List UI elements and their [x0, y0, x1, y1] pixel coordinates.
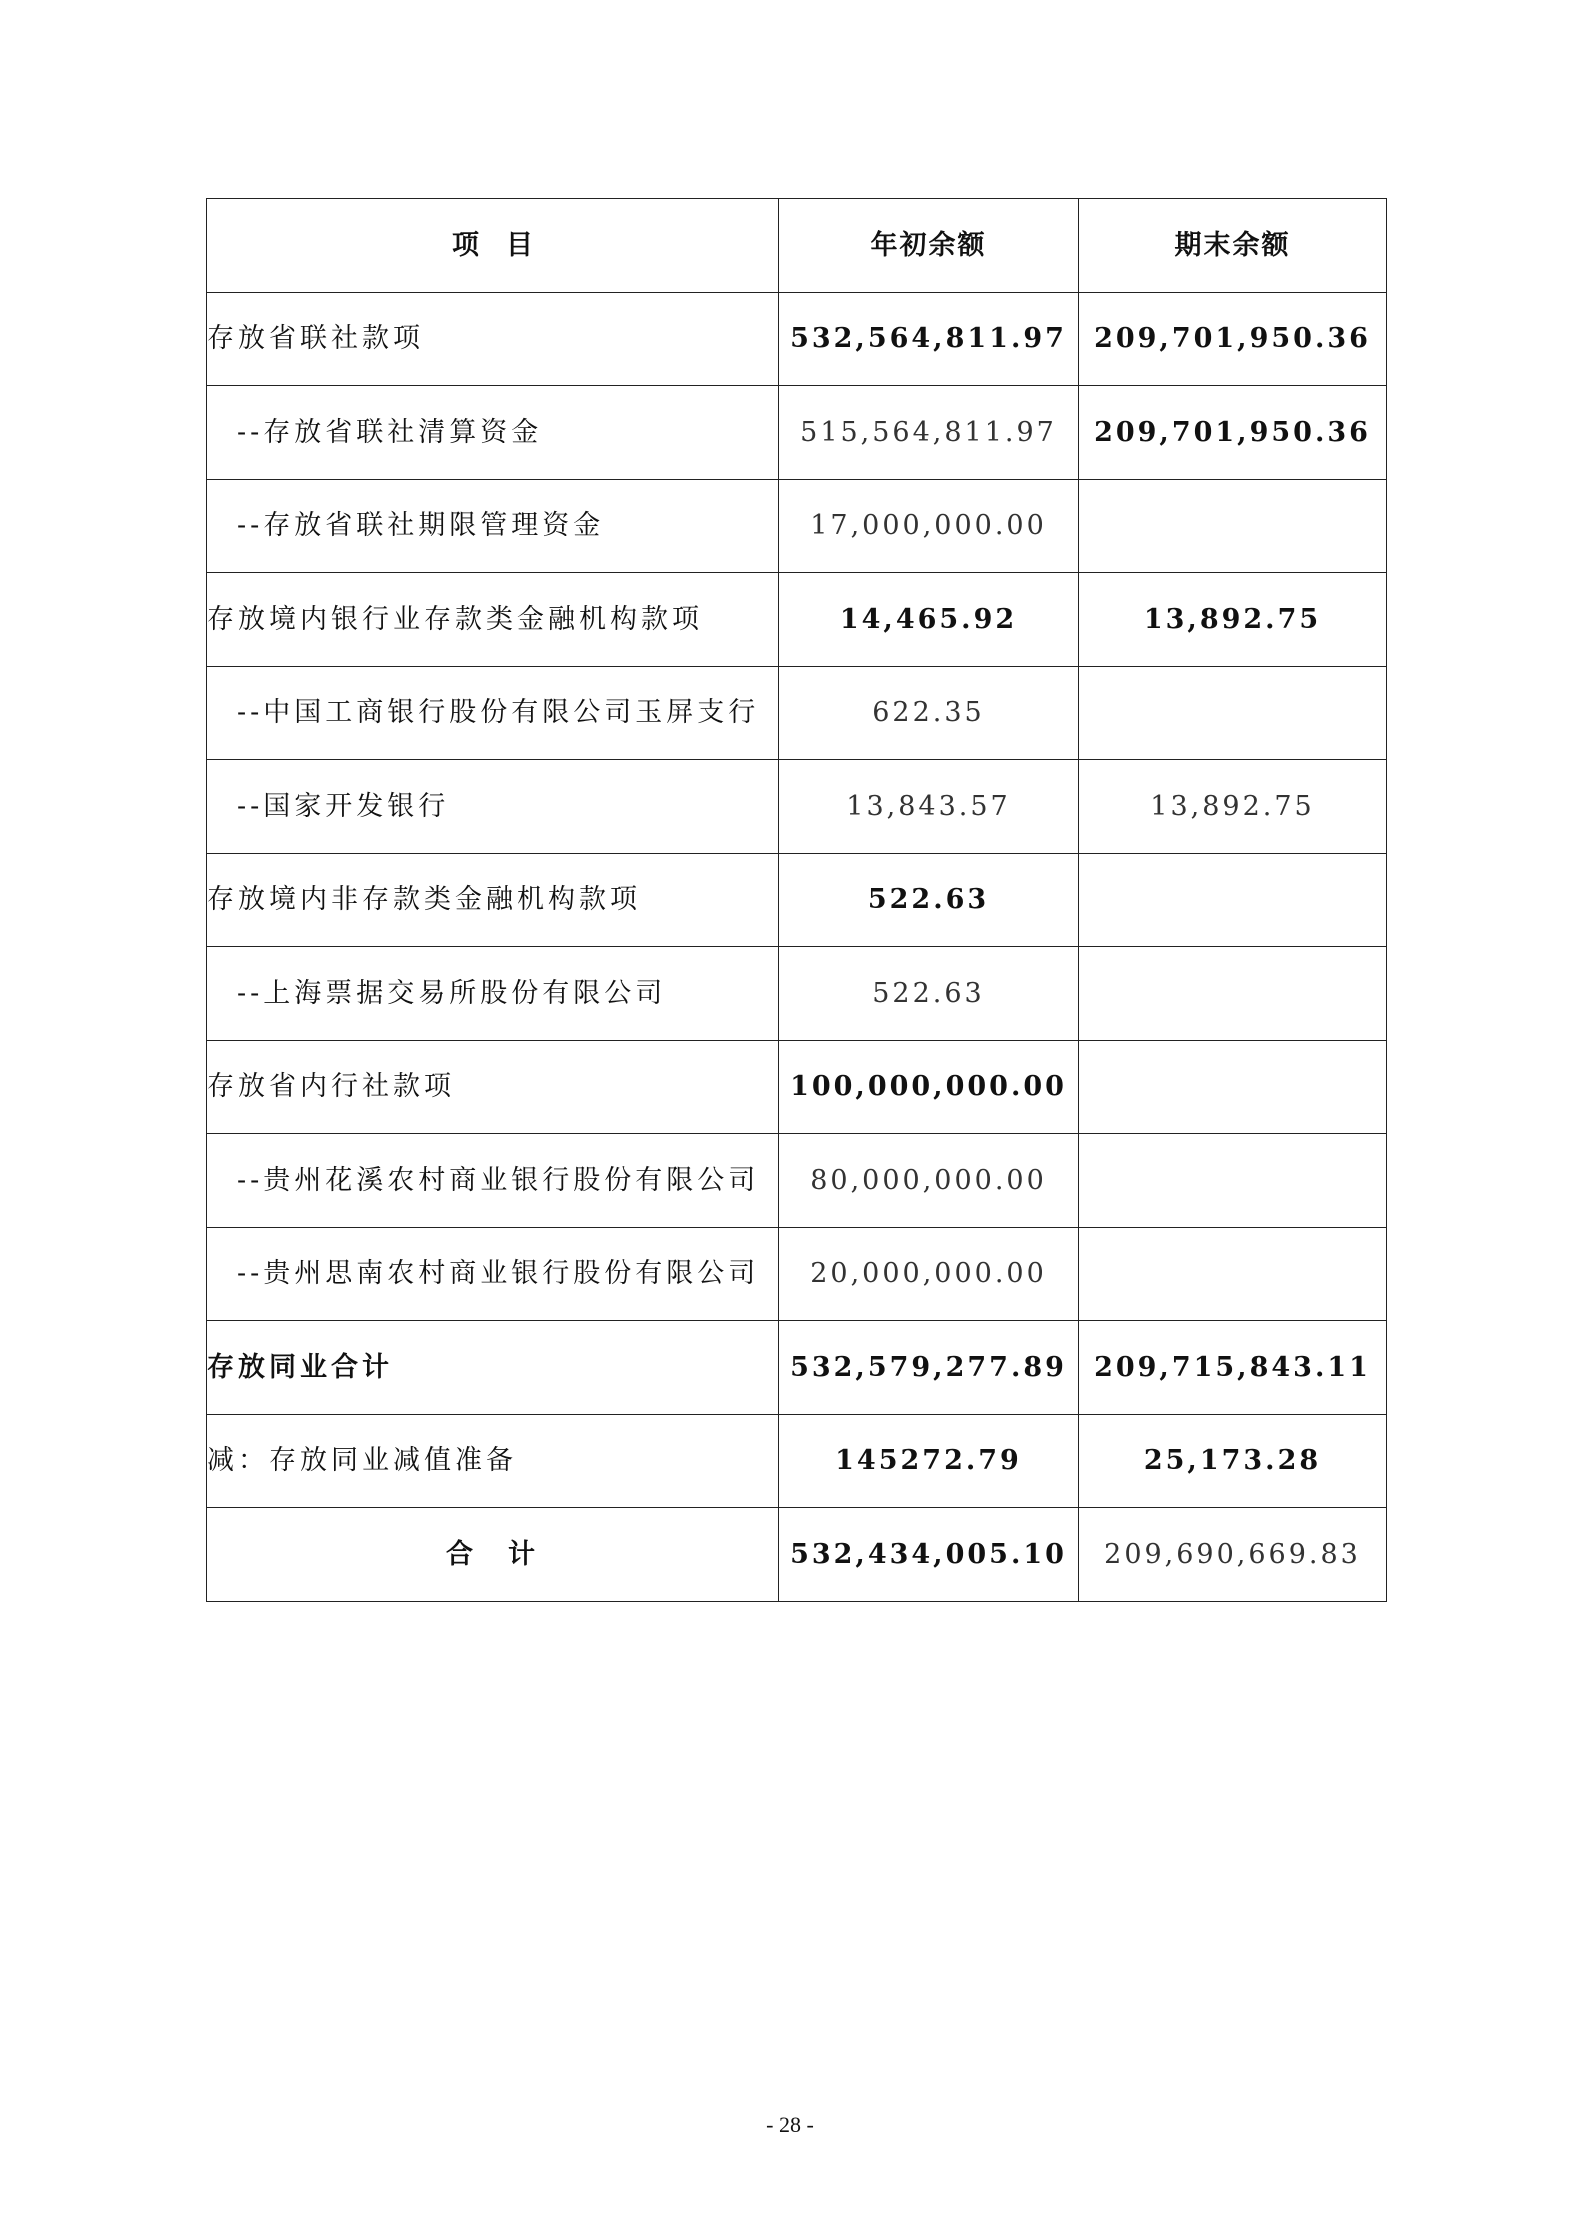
row-closing [1079, 1227, 1387, 1321]
table-row [207, 479, 1387, 573]
row-closing [1079, 1040, 1387, 1134]
row-closing: 25,173.28 [1079, 1414, 1387, 1508]
row-opening: 522.63 [779, 853, 1079, 947]
row-closing: 209,701,950.36 [1079, 292, 1387, 386]
row-item: 存放省内行社款项 [207, 1040, 779, 1134]
row-closing: 209,701,950.36 [1079, 386, 1387, 480]
row-item: --国家开发银行 [207, 760, 779, 854]
table-row [207, 573, 1387, 667]
row-item: 存放境内银行业存款类金融机构款项 [207, 573, 779, 667]
header-item-label: 项 目 [452, 229, 533, 261]
row-opening: 145272.79 [779, 1414, 1079, 1508]
table-row [207, 666, 1387, 760]
row-item: --存放省联社清算资金 [207, 386, 779, 480]
table-row [207, 853, 1387, 947]
table-row [207, 947, 1387, 1041]
table-row [207, 292, 1387, 386]
row-closing [1079, 853, 1387, 947]
table-header-row [207, 199, 1387, 293]
row-opening: 20,000,000.00 [779, 1227, 1079, 1321]
total-closing: 209,690,669.83 [1079, 1508, 1387, 1602]
row-closing: 13,892.75 [1079, 573, 1387, 667]
row-opening: 14,465.92 [779, 573, 1079, 667]
row-closing [1079, 947, 1387, 1041]
table-row [207, 1414, 1387, 1508]
row-closing [1079, 479, 1387, 573]
table-body [207, 292, 1387, 1601]
total-row [207, 1508, 1387, 1602]
table-row [207, 760, 1387, 854]
row-opening: 17,000,000.00 [779, 479, 1079, 573]
table-row [207, 1040, 1387, 1134]
row-opening: 622.35 [779, 666, 1079, 760]
table-row [207, 1227, 1387, 1321]
row-item: --贵州花溪农村商业银行股份有限公司 [207, 1134, 779, 1228]
row-opening: 13,843.57 [779, 760, 1079, 854]
header-opening-balance: 年初余额 [779, 199, 1079, 293]
row-item: 存放同业合计 [207, 1321, 779, 1415]
row-opening: 515,564,811.97 [779, 386, 1079, 480]
table-row [207, 1134, 1387, 1228]
table-row [207, 386, 1387, 480]
total-label: 合 计 [207, 1508, 779, 1602]
row-item: 减：存放同业减值准备 [207, 1414, 779, 1508]
interbank-deposits-table [206, 198, 1387, 1602]
row-item: --存放省联社期限管理资金 [207, 479, 779, 573]
row-item: 存放省联社款项 [207, 292, 779, 386]
row-item: 存放境内非存款类金融机构款项 [207, 853, 779, 947]
total-opening: 532,434,005.10 [779, 1508, 1079, 1602]
row-opening: 80,000,000.00 [779, 1134, 1079, 1228]
row-opening: 532,579,277.89 [779, 1321, 1079, 1415]
header-closing-balance: 期末余额 [1079, 199, 1387, 293]
row-opening: 100,000,000.00 [779, 1040, 1079, 1134]
row-item: --中国工商银行股份有限公司玉屏支行 [207, 666, 779, 760]
row-closing [1079, 1134, 1387, 1228]
row-opening: 522.63 [779, 947, 1079, 1041]
row-closing: 209,715,843.11 [1079, 1321, 1387, 1415]
page-number: - 28 - [766, 2112, 814, 2137]
row-item: --上海票据交易所股份有限公司 [207, 947, 779, 1041]
row-closing: 13,892.75 [1079, 760, 1387, 854]
row-opening: 532,564,811.97 [779, 292, 1079, 386]
row-closing [1079, 666, 1387, 760]
row-item: --贵州思南农村商业银行股份有限公司 [207, 1227, 779, 1321]
table-row [207, 1321, 1387, 1415]
header-item [207, 199, 779, 293]
